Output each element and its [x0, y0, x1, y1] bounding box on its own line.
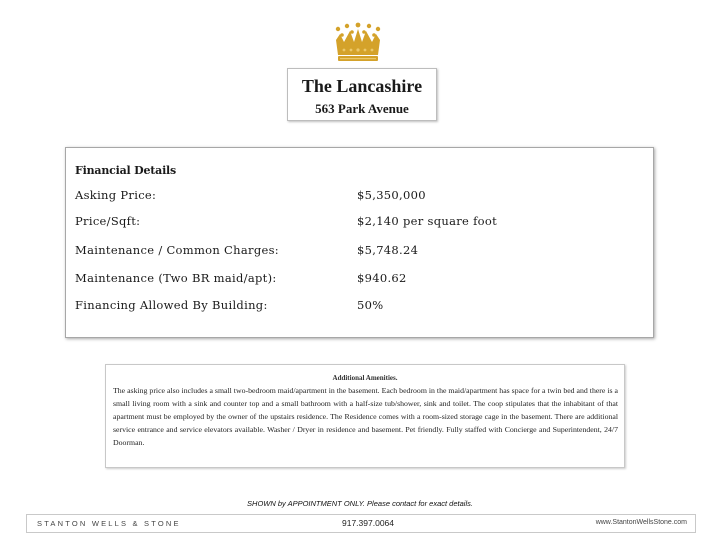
row-label: Maintenance (Two BR maid/apt):: [75, 271, 277, 285]
building-name: The Lancashire: [301, 76, 423, 96]
row-label: Financing Allowed By Building:: [75, 298, 268, 312]
phone-number[interactable]: 917.397.0064: [342, 518, 394, 528]
financial-heading: Financial Details: [75, 164, 177, 177]
row-value: 50%: [357, 298, 384, 312]
row-value: $2,140 per square foot: [357, 214, 498, 228]
amenities-text: The asking price also includes a small two-bedroom maid/apartment in the basement. Each bedroom in the maid/apartment has space for a twin bed and there is a small living room with a sink and counter top and a small bathroom with a half-size tub/shower, sink and toilet. The coop stipulates that the inhabitant of that apartment must be employed by the owner of the upstairs residence. The Residence comes with a room-sized storage cage in the basement. There are additional service entrance and service elevators available. Washer / Dryer in residence and basement. Pet friendly. Fully staffed with Concierge and Superintendent, 24/7 Doorman.: [113, 386, 618, 447]
row-value: $5,748.24: [357, 243, 419, 257]
appointment-notice: SHOWN by APPOINTMENT ONLY. Please contact for exact details.: [247, 499, 473, 508]
property-title-card: [287, 68, 437, 121]
row-label: Price/Sqft:: [75, 214, 141, 228]
financial-row: [75, 271, 635, 289]
website-link[interactable]: www.StantonWellsStone.com: [595, 519, 687, 526]
building-address: 563 Park Avenue: [315, 101, 409, 116]
crown-icon: [330, 22, 386, 68]
row-label: Asking Price:: [75, 188, 157, 202]
footer-bar: [26, 514, 696, 533]
firm-name: STANTON WELLS & STONE: [37, 519, 181, 528]
row-value: $940.62: [357, 271, 407, 285]
amenities-heading: Additional Amenities.: [332, 374, 398, 382]
financial-details-panel: [65, 147, 654, 338]
financial-row: [75, 214, 635, 232]
financial-row: [75, 243, 635, 261]
row-value: $5,350,000: [357, 188, 426, 202]
amenities-panel: [105, 364, 625, 468]
financial-row: [75, 298, 635, 316]
row-label: Maintenance / Common Charges:: [75, 243, 279, 257]
financial-row: [75, 188, 635, 206]
